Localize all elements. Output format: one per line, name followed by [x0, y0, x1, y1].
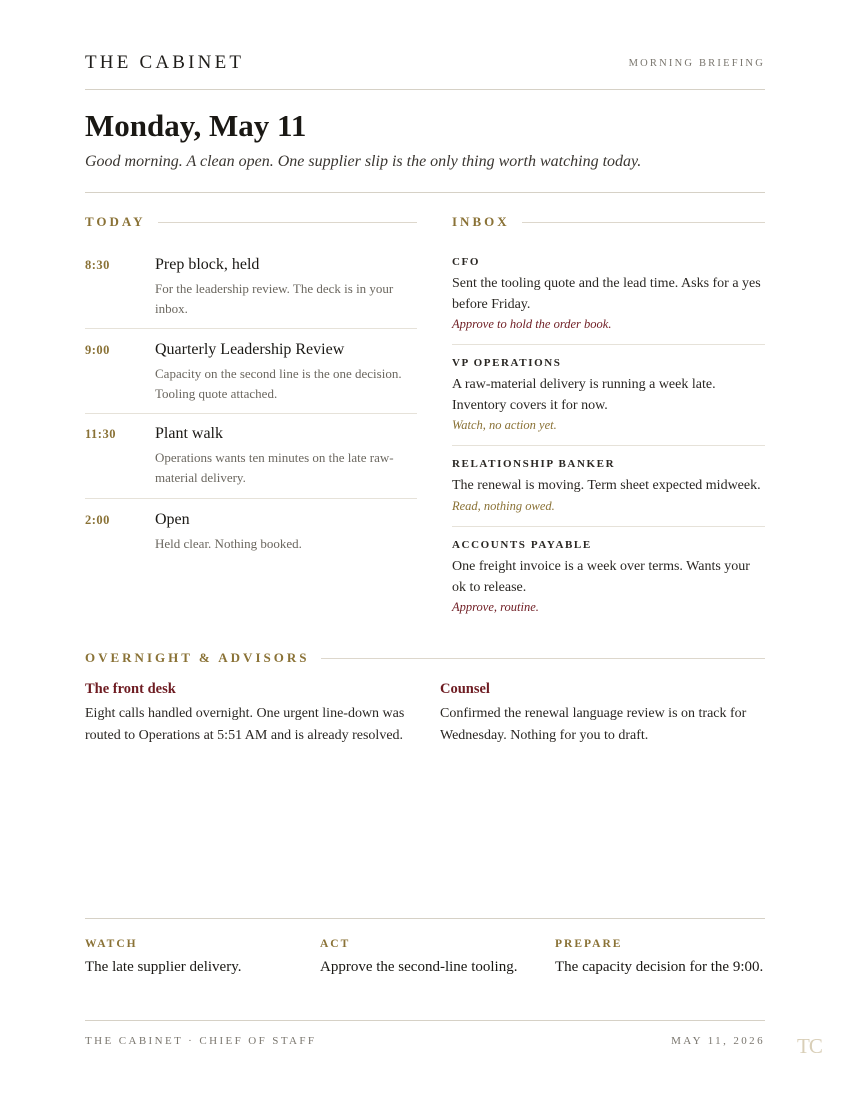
edition-label: MORNING BRIEFING	[628, 58, 765, 69]
lede: Good morning. A clean open. One supplier slip is the only thing worth watching today.	[85, 153, 642, 170]
event-desc: Operations wants ten minutes on the late raw-material delivery.	[155, 450, 394, 485]
overnight-label: OVERNIGHT & ADVISORS	[85, 650, 321, 666]
event-desc: For the leadership review. The deck is in your inbox.	[155, 281, 394, 316]
message-body: One freight invoice is a week over terms. Wants your ok to release.	[452, 559, 750, 595]
message-sender: RELATIONSHIP BANKER	[452, 458, 616, 470]
message-sender: VP OPERATIONS	[452, 357, 562, 369]
footer-divider	[85, 1020, 765, 1021]
watch-label: WATCH	[85, 938, 138, 950]
message-recommendation: Approve, routine.	[452, 600, 539, 614]
watch-text: The late supplier delivery.	[85, 959, 242, 975]
message-divider	[452, 445, 765, 446]
header-divider	[85, 192, 765, 193]
message-recommendation: Read, nothing owed.	[452, 499, 555, 513]
event-time: 9:00	[85, 343, 110, 357]
masthead-divider	[85, 89, 765, 90]
prepare-label: PREPARE	[555, 938, 623, 950]
counsel-note	[440, 681, 765, 746]
message-recommendation: Approve to hold the order book.	[452, 317, 612, 331]
act-label: ACT	[320, 938, 351, 950]
event-desc: Capacity on the second line is the one decision. Tooling quote attached.	[155, 366, 402, 401]
event-divider	[85, 498, 417, 499]
today-label: TODAY	[85, 214, 158, 230]
summary-divider	[85, 918, 765, 919]
event-title: Prep block, held	[155, 256, 260, 273]
event-title: Quarterly Leadership Review	[155, 341, 345, 358]
message-body: A raw-material delivery is running a week late. Inventory covers it for now.	[452, 377, 716, 413]
front-desk-title: The front desk	[85, 681, 176, 697]
message-body: Sent the tooling quote and the lead time. Asks for a yes before Friday.	[452, 276, 761, 312]
event-divider	[85, 328, 417, 329]
summary-act	[320, 938, 530, 978]
act-text: Approve the second-line tooling.	[320, 959, 518, 975]
message-divider	[452, 526, 765, 527]
message-divider	[452, 344, 765, 345]
page-title: Monday, May 11	[85, 108, 307, 143]
inbox-label: INBOX	[452, 214, 522, 230]
footer-date: MAY 11, 2026	[671, 1035, 765, 1047]
event-desc: Held clear. Nothing booked.	[155, 536, 302, 551]
monogram-logo: TC	[797, 1034, 822, 1058]
event-divider	[85, 413, 417, 414]
summary-watch	[85, 938, 295, 978]
brand-title: THE CABINET	[85, 52, 245, 73]
message-sender: ACCOUNTS PAYABLE	[452, 539, 592, 551]
footer-left: THE CABINET · CHIEF OF STAFF	[85, 1035, 317, 1047]
counsel-body: Confirmed the renewal language review is on track for Wednesday. Nothing for you to draft.	[440, 706, 747, 743]
prepare-text: The capacity decision for the 9:00.	[555, 959, 764, 975]
event-title: Open	[155, 511, 190, 528]
masthead	[85, 52, 765, 74]
event-time: 2:00	[85, 513, 110, 527]
today-section-header	[85, 214, 417, 230]
message-body: The renewal is moving. Term sheet expected midweek.	[452, 478, 761, 493]
event-title: Plant walk	[155, 425, 223, 442]
message-recommendation: Watch, no action yet.	[452, 418, 557, 432]
summary-prepare	[555, 938, 765, 978]
front-desk-note	[85, 681, 415, 746]
overnight-section-header	[85, 650, 765, 666]
inbox-section-header	[452, 214, 765, 230]
counsel-title: Counsel	[440, 681, 490, 697]
event-time: 8:30	[85, 258, 110, 272]
message-sender: CFO	[452, 256, 481, 268]
briefing-page	[85, 0, 765, 1100]
front-desk-body: Eight calls handled overnight. One urgent line-down was routed to Operations at 5:51 AM and is already resolved.	[85, 706, 405, 743]
event-time: 11:30	[85, 427, 116, 441]
